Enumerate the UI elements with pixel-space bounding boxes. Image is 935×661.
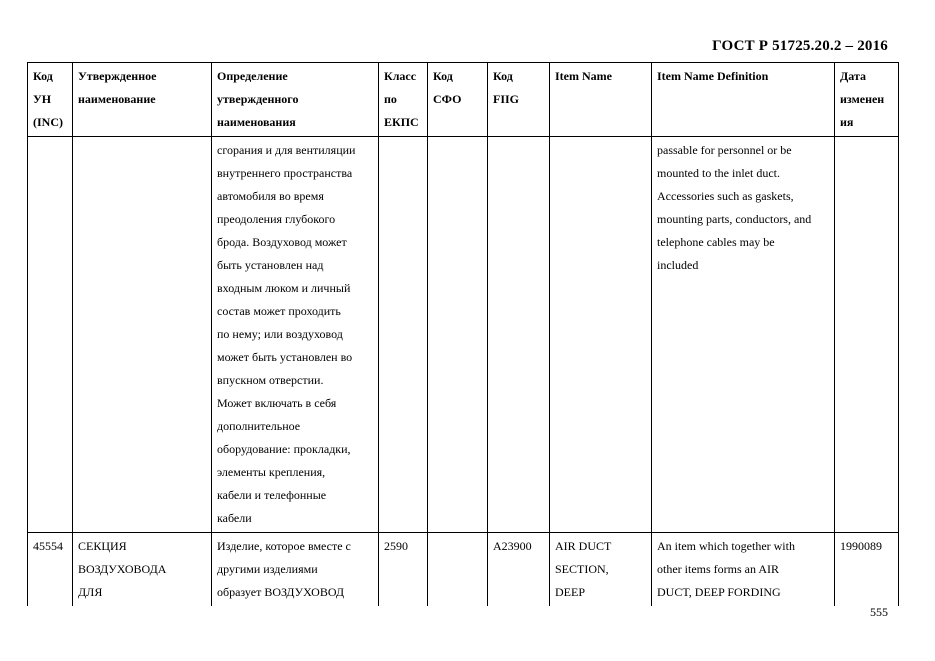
cell-item-definition: passable for personnel or be mounted to the inlet duct. Accessories such as gaskets, mounting parts, conductors, and telephone cables may be included [652, 137, 835, 533]
header-sfo: Код СФО [428, 63, 488, 137]
cell-sfo [428, 137, 488, 533]
catalog-table [27, 62, 899, 606]
header-inc: Код УН (INC) [28, 63, 73, 137]
table-row [28, 137, 899, 533]
cell-inc: 45554 [28, 533, 73, 607]
table-row [28, 533, 899, 607]
cell-fiig [488, 137, 550, 533]
cell-item-name [550, 137, 652, 533]
header-item-name-definition: Item Name Definition [652, 63, 835, 137]
table-header-row [28, 63, 899, 137]
cell-sfo [428, 533, 488, 607]
header-definition: Определение утвержденного наименования [212, 63, 379, 137]
cell-class: 2590 [379, 533, 428, 607]
cell-date: 1990089 [835, 533, 899, 607]
header-change-date: Дата изменен ия [835, 63, 899, 137]
cell-class [379, 137, 428, 533]
cell-name: СЕКЦИЯ ВОЗДУХОВОДА ДЛЯ [73, 533, 212, 607]
header-item-name: Item Name [550, 63, 652, 137]
cell-fiig: A23900 [488, 533, 550, 607]
page-number: 555 [870, 605, 888, 619]
header-approved-name: Утвержденное наименование [73, 63, 212, 137]
header-class: Класс по ЕКПС [379, 63, 428, 137]
header-fiig: Код FIIG [488, 63, 550, 137]
cell-item-definition: An item which together with other items forms an AIR DUCT, DEEP FORDING [652, 533, 835, 607]
cell-definition: Изделие, которое вместе с другими изделиями образует ВОЗДУХОВОД [212, 533, 379, 607]
cell-definition: сгорания и для вентиляции внутреннего пространства автомобиля во время преодоления глубокого брода. Воздуховод может быть установлен над входным люком и личный состав может проходить по нему; или воздуховод может быть установлен во впускном отверстии. Может включать в себя дополнительное оборудование: прокладки, элементы крепления, кабели и телефонные кабели [212, 137, 379, 533]
cell-item-name: AIR DUCT SECTION, DEEP [550, 533, 652, 607]
cell-date [835, 137, 899, 533]
cell-inc [28, 137, 73, 533]
document-title: ГОСТ Р 51725.20.2 – 2016 [712, 38, 888, 54]
cell-name [73, 137, 212, 533]
